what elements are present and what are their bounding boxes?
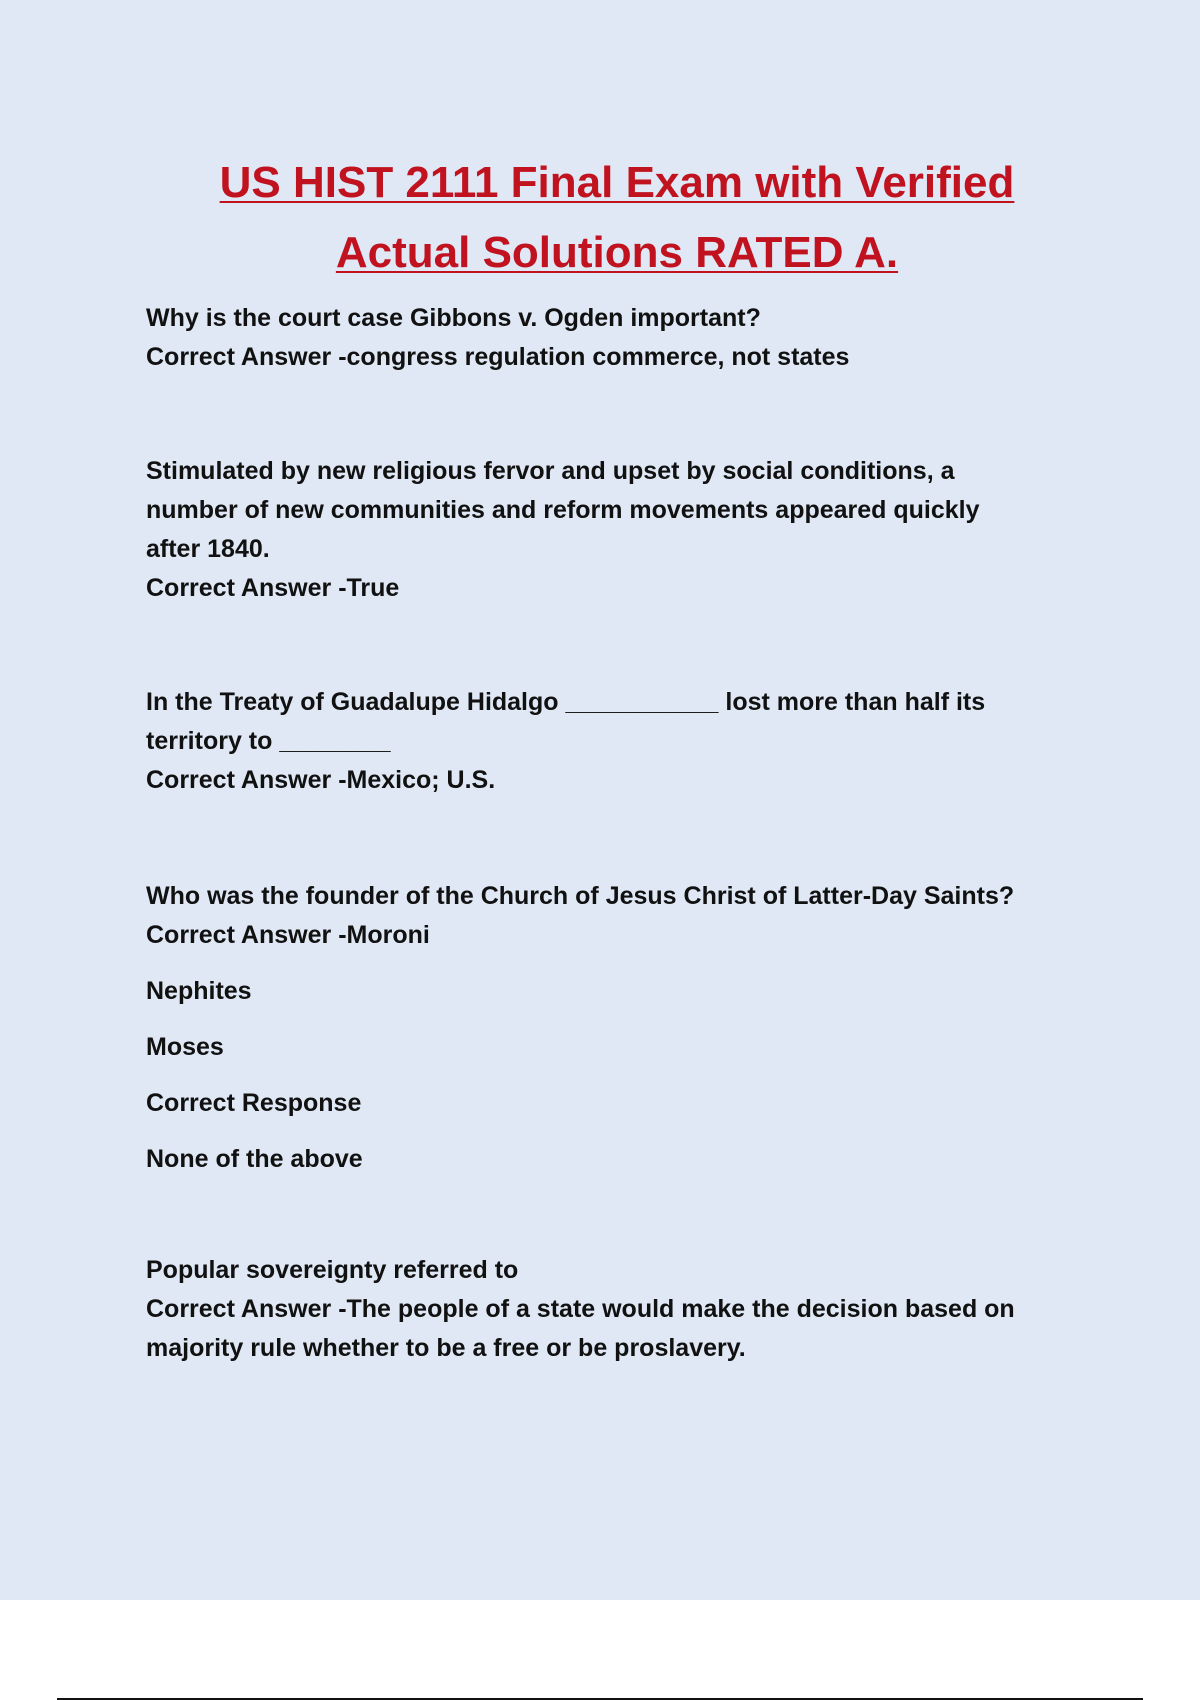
question-text: Popular sovereignty referred to xyxy=(146,1256,519,1284)
qa-item-5 xyxy=(146,1251,1106,1368)
question-text: Stimulated by new religious fervor and upset by social conditions, a xyxy=(146,457,955,485)
qa-item-1 xyxy=(146,299,1106,377)
question-text: Who was the founder of the Church of Jesus Christ of Latter-Day Saints? xyxy=(146,882,1015,910)
qa-item-3 xyxy=(146,683,1106,800)
qa-item-4 xyxy=(146,877,1106,1179)
question-text: number of new communities and reform movements appeared quickly xyxy=(146,496,980,524)
answer-text: Correct Answer -congress regulation commerce, not states xyxy=(146,343,850,371)
qa-item-2 xyxy=(146,452,1106,608)
option-item: Nephites xyxy=(146,977,252,1005)
answer-text: Correct Answer -Mexico; U.S. xyxy=(146,766,496,794)
answer-text: Correct Answer -Moroni xyxy=(146,921,430,949)
question-text: after 1840. xyxy=(146,535,270,563)
title-line-1: US HIST 2111 Final Exam with Verified xyxy=(219,158,1015,207)
option-item: Moses xyxy=(146,1033,224,1061)
document-title xyxy=(0,148,1200,288)
option-item: Correct Response xyxy=(146,1089,362,1117)
title-line-2: Actual Solutions RATED A. xyxy=(335,228,899,277)
answer-text: majority rule whether to be a free or be proslavery. xyxy=(146,1334,746,1362)
answer-text: Correct Answer -The people of a state would make the decision based on xyxy=(146,1295,1015,1323)
option-item: None of the above xyxy=(146,1145,363,1173)
answer-text: Correct Answer -True xyxy=(146,574,400,602)
question-text: In the Treaty of Guadalupe Hidalgo ___________ lost more than half its xyxy=(146,688,986,716)
question-text: territory to ________ xyxy=(146,727,391,755)
question-text: Why is the court case Gibbons v. Ogden important? xyxy=(146,304,761,332)
